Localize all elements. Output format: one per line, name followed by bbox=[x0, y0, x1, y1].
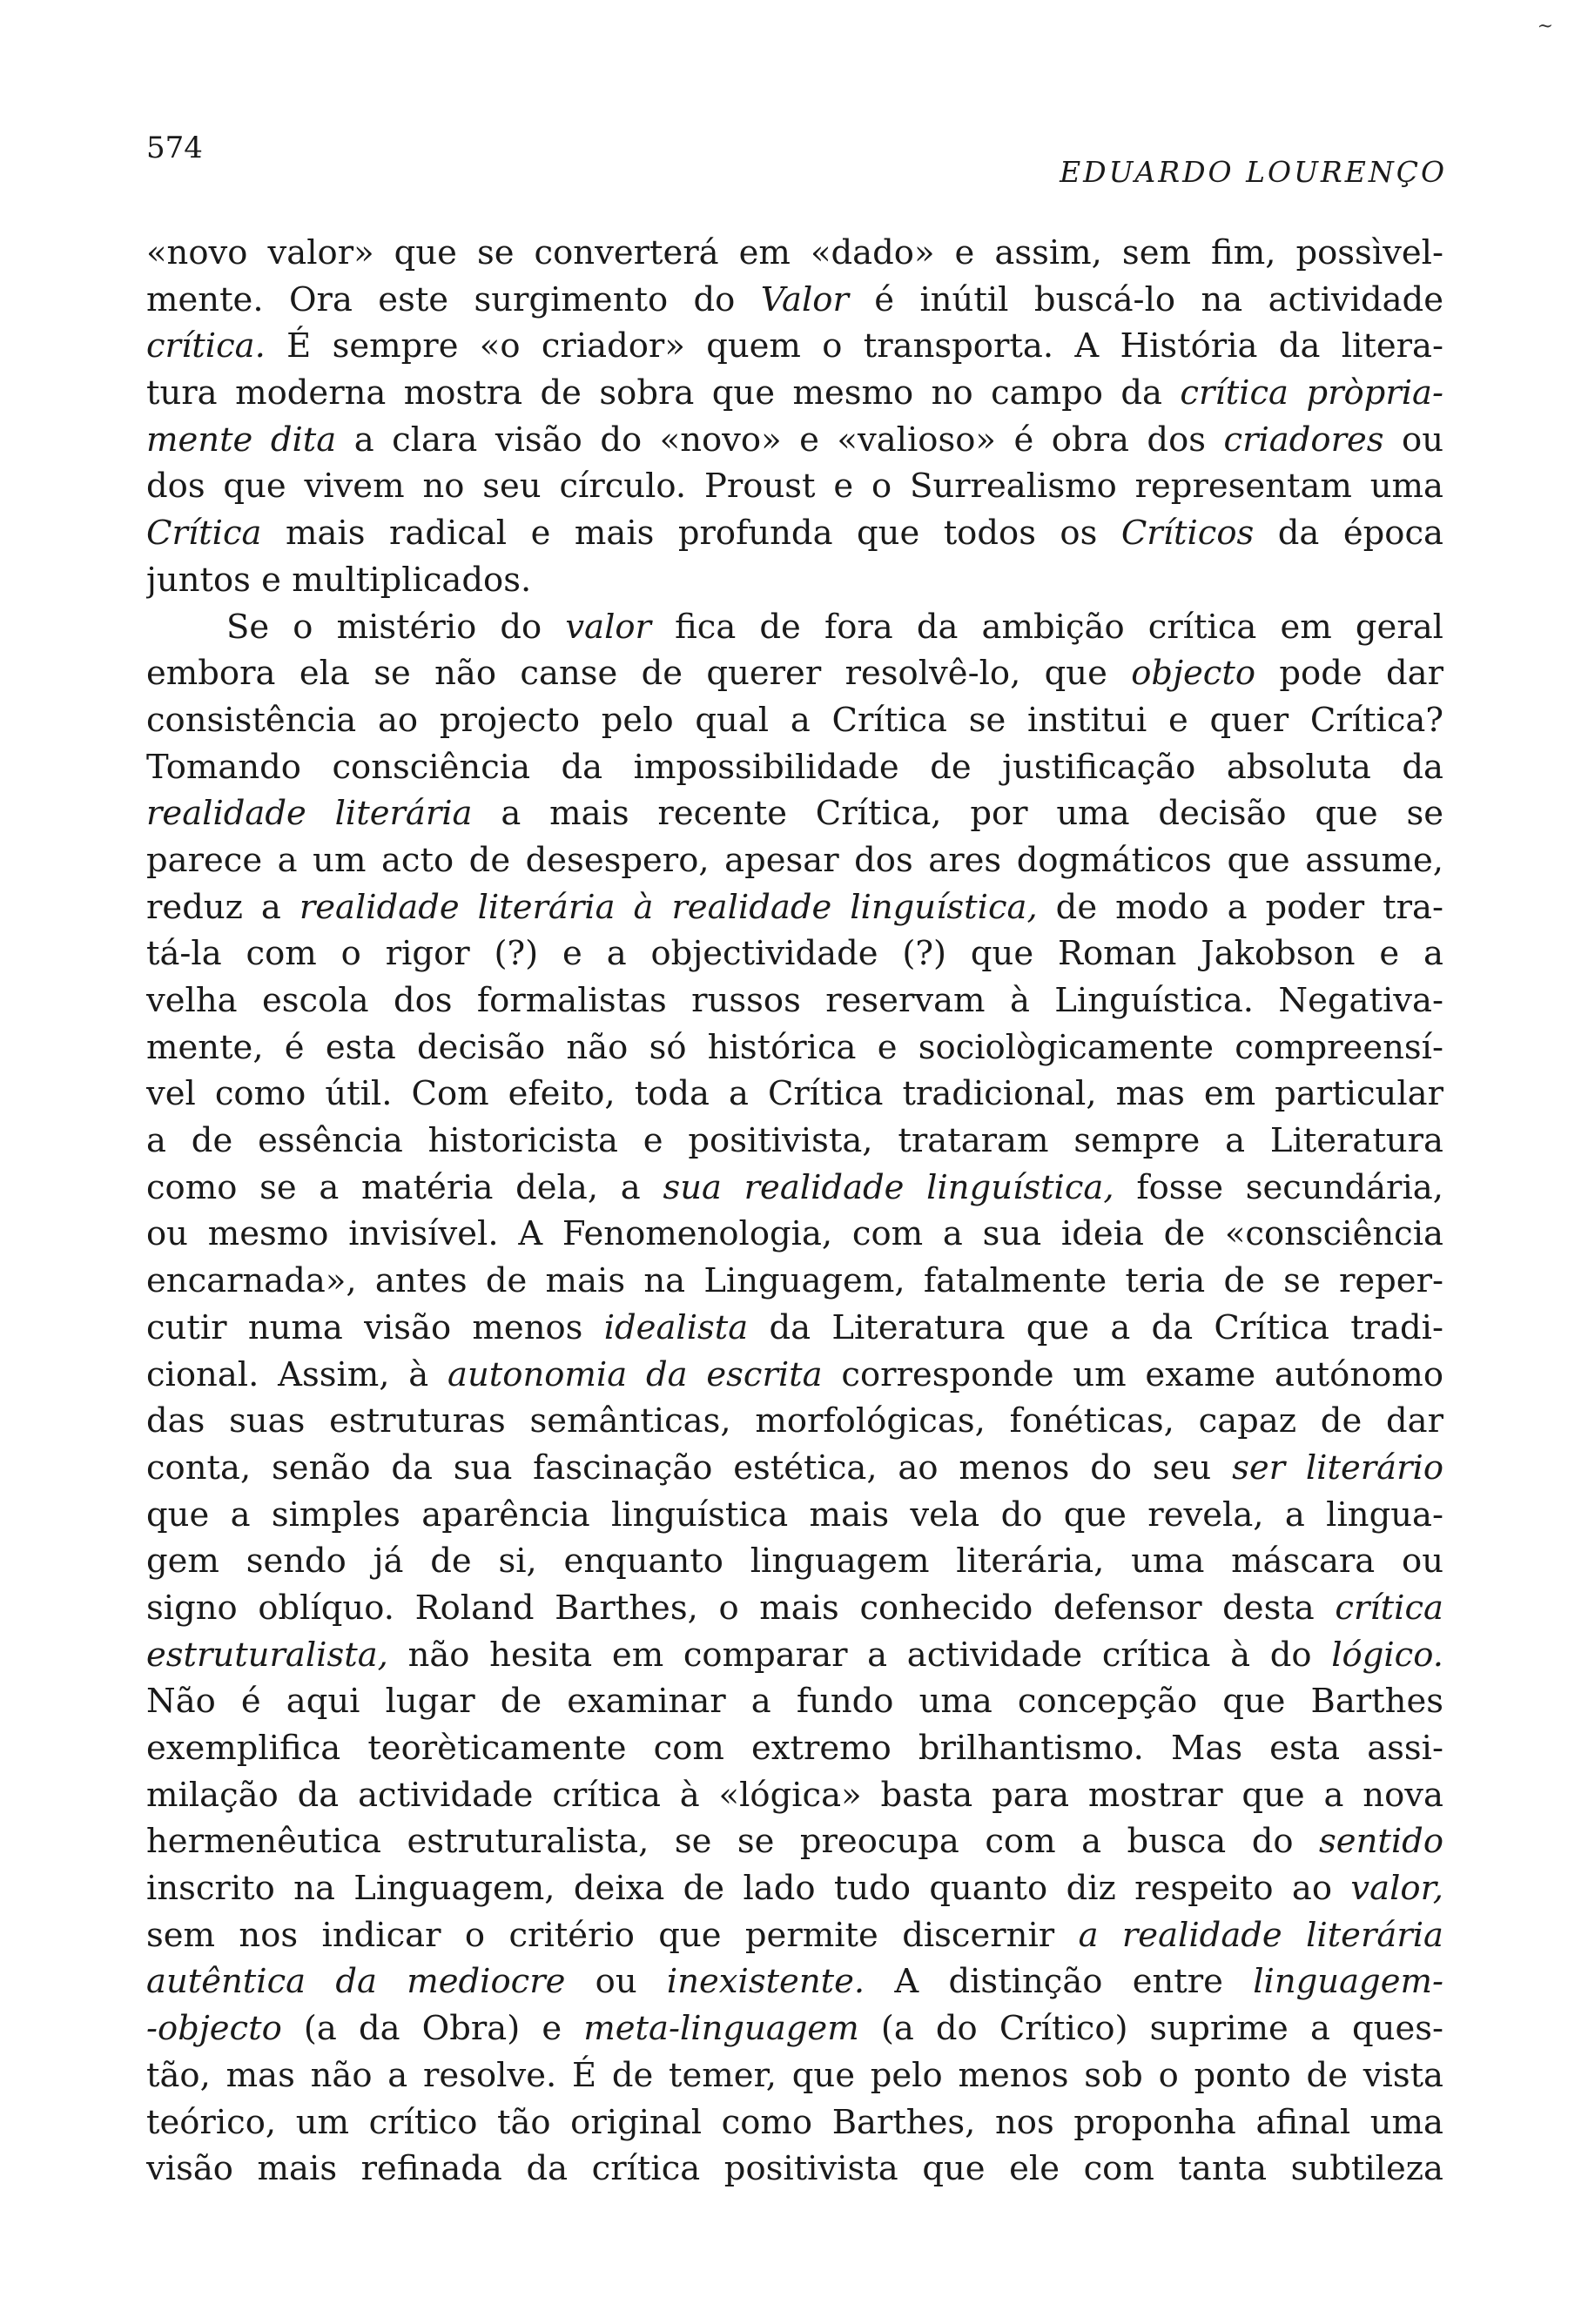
text-line bbox=[146, 1865, 1443, 1912]
text-line bbox=[146, 370, 1443, 417]
text-line bbox=[146, 1305, 1443, 1352]
text-line bbox=[146, 1118, 1443, 1165]
text-line bbox=[146, 1165, 1443, 1212]
text-segment: como se a matéria dela, a bbox=[146, 1167, 663, 1207]
italic-text: meta-linguagem bbox=[583, 2009, 859, 2049]
italic-text: realidade literária à realidade linguística, bbox=[299, 887, 1038, 927]
text-line bbox=[146, 1445, 1443, 1492]
text-segment: encarnada», antes de mais na Linguagem, fatalmente teria de se reper- bbox=[146, 1261, 1443, 1301]
text-line bbox=[146, 604, 1443, 651]
italic-text: realidade literária bbox=[146, 794, 473, 834]
text-segment: Não é aqui lugar de examinar a fundo uma concepção que Barthes bbox=[146, 1682, 1443, 1722]
text-segment: a de essência historicista e positivista, trataram sempre a Literatura bbox=[146, 1121, 1443, 1161]
body-text bbox=[146, 230, 1443, 2193]
text-segment: sem nos indicar o critério que permite discernir bbox=[146, 1915, 1079, 1955]
text-segment: fica de fora da ambição crítica em geral bbox=[650, 607, 1443, 647]
text-segment: a clara visão do «novo» e «valioso» é obra dos bbox=[336, 420, 1224, 460]
text-line bbox=[146, 1678, 1443, 1725]
text-segment: hermenêutica estruturalista, se se preocupa com a busca do bbox=[146, 1822, 1320, 1862]
text-segment: velha escola dos formalistas russos reservam à Linguística. Negativa- bbox=[146, 981, 1443, 1020]
text-segment: conta, senão da sua fascinação estética, ao menos do seu bbox=[146, 1447, 1233, 1488]
text-segment: Se o mistério do bbox=[226, 607, 566, 647]
page-number: 574 bbox=[146, 131, 203, 165]
text-segment: inscrito na Linguagem, deixa de lado tudo quanto diz respeito ao bbox=[146, 1869, 1351, 1909]
text-segment: ou bbox=[1383, 420, 1443, 460]
text-line bbox=[146, 1024, 1443, 1071]
text-segment: é inútil buscá-lo na actividade bbox=[848, 279, 1443, 319]
text-line bbox=[146, 1958, 1443, 2005]
text-segment: mente, é esta decisão não só histórica e sociològicamente compreensí- bbox=[146, 1027, 1443, 1067]
text-segment: tura moderna mostra de sobra que mesmo no campo da bbox=[146, 373, 1181, 413]
text-line bbox=[146, 1725, 1443, 1772]
text-segment: «novo valor» que se converterá em «dado» e assim, sem fim, possìvel- bbox=[146, 233, 1443, 272]
text-segment: cional. Assim, à bbox=[146, 1354, 448, 1394]
text-segment: que a simples aparência linguística mais vela do que revela, a lingua- bbox=[146, 1494, 1443, 1535]
text-segment: (a do Crítico) suprime a ques- bbox=[858, 2009, 1443, 2049]
italic-text: idealista bbox=[603, 1307, 749, 1347]
text-segment: a mais recente Crítica, por uma decisão que se bbox=[472, 794, 1443, 834]
text-line bbox=[146, 1818, 1443, 1865]
text-line bbox=[146, 977, 1443, 1024]
text-line bbox=[146, 1772, 1443, 1819]
italic-text: autonomia da escrita bbox=[447, 1354, 823, 1394]
text-line bbox=[146, 1398, 1443, 1445]
text-segment: É sempre «o criador» quem o transporta. A História da litera- bbox=[265, 326, 1443, 366]
text-segment: cutir numa visão menos bbox=[146, 1307, 604, 1347]
text-line bbox=[146, 2099, 1443, 2146]
text-line bbox=[146, 697, 1443, 744]
italic-text: criadores bbox=[1223, 420, 1384, 460]
italic-text: -objecto bbox=[146, 2009, 282, 2049]
text-segment: dos que vivem no seu círculo. Proust e o Surrealismo representam uma bbox=[146, 467, 1443, 507]
text-segment: exemplifica teorèticamente com extremo brilhantismo. Mas esta assi- bbox=[146, 1729, 1443, 1768]
text-line bbox=[146, 1352, 1443, 1399]
text-segment: teórico, um crítico tão original como Barthes, nos proponha afinal uma bbox=[146, 2102, 1443, 2142]
text-line bbox=[146, 650, 1443, 697]
text-line bbox=[146, 323, 1443, 370]
text-line bbox=[146, 2146, 1443, 2193]
text-segment: reduz a bbox=[146, 887, 299, 927]
text-line bbox=[146, 884, 1443, 931]
text-segment: pode dar bbox=[1255, 654, 1443, 694]
italic-text: mente dita bbox=[146, 420, 337, 460]
text-line bbox=[146, 510, 1443, 557]
italic-text: objecto bbox=[1131, 654, 1256, 694]
text-line bbox=[146, 2005, 1443, 2052]
text-segment: gem sendo já de si, enquanto linguagem literária, uma máscara ou bbox=[146, 1541, 1443, 1582]
running-head: EDUARDO LOURENÇO bbox=[1060, 155, 1447, 189]
italic-text: sua realidade linguística, bbox=[663, 1167, 1114, 1207]
text-line bbox=[146, 557, 1443, 604]
text-line bbox=[146, 837, 1443, 884]
text-segment: de modo a poder tra- bbox=[1037, 887, 1443, 927]
italic-text: lógico. bbox=[1331, 1635, 1443, 1675]
text-line bbox=[146, 2052, 1443, 2099]
text-line bbox=[146, 277, 1443, 324]
text-segment: signo oblíquo. Roland Barthes, o mais conhecido defensor desta bbox=[146, 1588, 1336, 1628]
italic-text: sentido bbox=[1319, 1822, 1443, 1862]
text-segment: ou mesmo invisível. A Fenomenologia, com a sua ideia de «consciência bbox=[146, 1214, 1443, 1254]
text-segment: fosse secundária, bbox=[1114, 1167, 1443, 1207]
text-segment: das suas estruturas semânticas, morfológicas, fonéticas, capaz de dar bbox=[146, 1401, 1443, 1441]
text-line bbox=[146, 1492, 1443, 1539]
italic-text: crítica bbox=[1335, 1588, 1443, 1628]
corner-mark: ~ bbox=[1537, 16, 1553, 37]
text-segment: parece a um acto de desespero, apesar dos ares dogmáticos que assume, bbox=[146, 840, 1443, 880]
text-segment: juntos e multiplicados. bbox=[146, 560, 532, 600]
italic-text: estruturalista, bbox=[146, 1635, 388, 1675]
text-line bbox=[146, 744, 1443, 791]
text-line bbox=[146, 1912, 1443, 1959]
text-segment: vel como útil. Com efeito, toda a Crítica tradicional, mas em particular bbox=[146, 1074, 1443, 1114]
text-segment: embora ela se não canse de querer resolvê-lo, que bbox=[146, 654, 1132, 694]
italic-text: Críticos bbox=[1120, 514, 1255, 554]
italic-text: crítica. bbox=[146, 326, 266, 366]
text-segment: tá-la com o rigor (?) e a objectividade (?) que Roman Jakobson e a bbox=[146, 934, 1443, 974]
text-segment: da Literatura que a da Crítica tradi- bbox=[748, 1307, 1443, 1347]
text-line bbox=[146, 790, 1443, 837]
italic-text: linguagem- bbox=[1253, 1962, 1443, 2002]
italic-text: a realidade literária bbox=[1078, 1915, 1443, 1955]
text-line bbox=[146, 1071, 1443, 1118]
italic-text: ser literário bbox=[1232, 1447, 1443, 1488]
italic-text: crítica pròpria- bbox=[1180, 373, 1443, 413]
text-segment: ou bbox=[565, 1962, 667, 2002]
italic-text: valor, bbox=[1350, 1869, 1443, 1909]
text-segment: (a da Obra) e bbox=[281, 2009, 584, 2049]
text-segment: corresponde um exame autónomo bbox=[822, 1354, 1443, 1394]
text-line bbox=[146, 1258, 1443, 1305]
text-line bbox=[146, 1585, 1443, 1632]
text-line bbox=[146, 1632, 1443, 1679]
text-segment: visão mais refinada da crítica positivista que ele com tanta subtileza bbox=[146, 2149, 1443, 2189]
italic-text: Crítica bbox=[146, 514, 262, 554]
text-line bbox=[146, 230, 1443, 277]
text-line bbox=[146, 930, 1443, 977]
text-segment: não hesita em comparar a actividade crítica à do bbox=[387, 1635, 1332, 1675]
text-line bbox=[146, 1211, 1443, 1258]
text-segment: milação da actividade crítica à «lógica» basta para mostrar que a nova bbox=[146, 1775, 1443, 1815]
italic-text: autêntica da mediocre bbox=[146, 1962, 566, 2002]
text-segment: consistência ao projecto pelo qual a Crítica se institui e quer Crítica? bbox=[146, 700, 1443, 740]
italic-text: inexistente. bbox=[666, 1962, 865, 2002]
text-segment: A distinção entre bbox=[865, 1962, 1254, 2002]
text-segment: tão, mas não a resolve. É de temer, que pelo menos sob o ponto de vista bbox=[146, 2055, 1443, 2095]
italic-text: Valor bbox=[760, 279, 849, 319]
text-segment: mais radical e mais profunda que todos os bbox=[261, 514, 1121, 554]
text-line bbox=[146, 1538, 1443, 1585]
text-segment: mente. Ora este surgimento do bbox=[146, 279, 761, 319]
text-segment: Tomando consciência da impossibilidade de justificação absoluta da bbox=[146, 747, 1443, 787]
italic-text: valor bbox=[565, 607, 651, 647]
text-line bbox=[146, 463, 1443, 510]
text-segment: da época bbox=[1254, 514, 1443, 554]
text-line bbox=[146, 417, 1443, 464]
